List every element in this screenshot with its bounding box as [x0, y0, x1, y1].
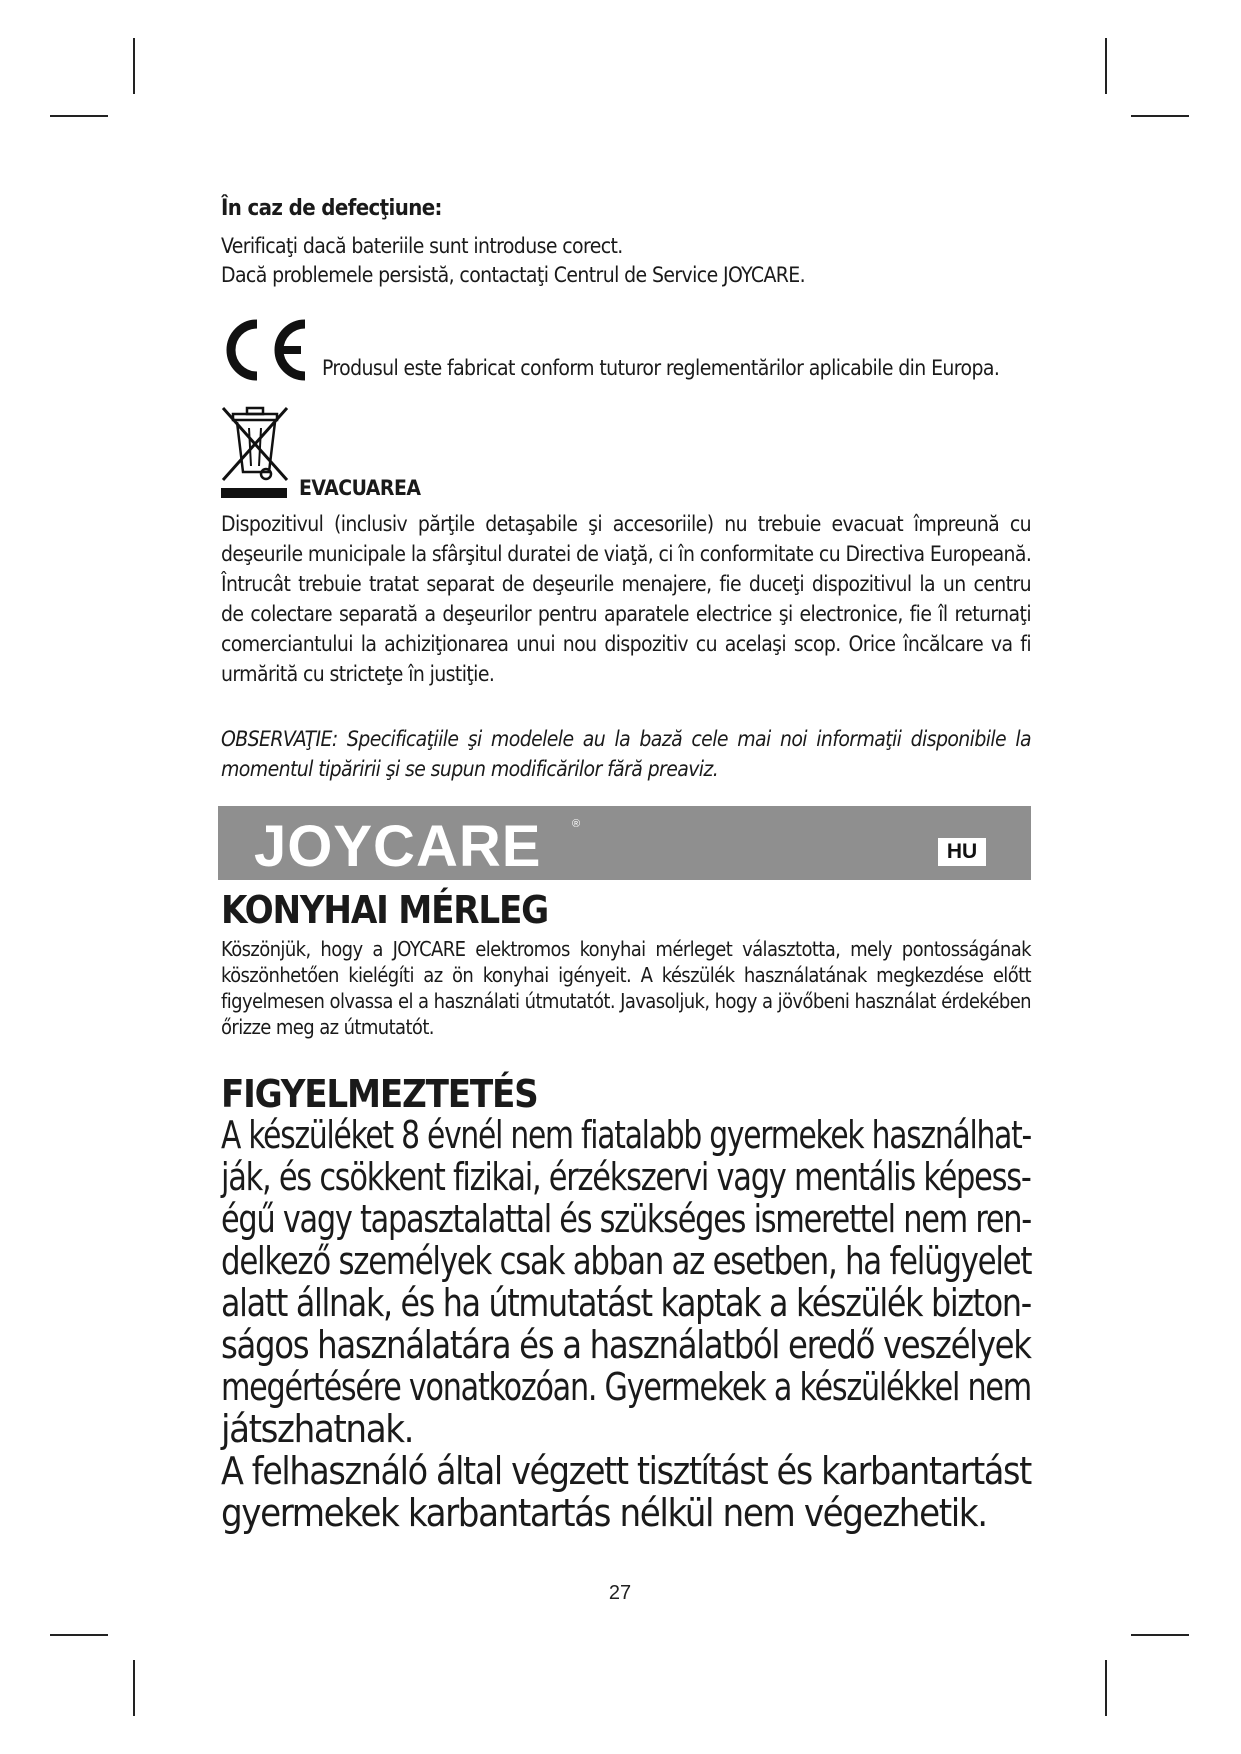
crop-mark-top-left-horizontal [50, 115, 108, 117]
warning-paragraph [221, 1114, 1031, 1534]
disposal-line: Întrucât trebuie tratat separat de deşeurile menajere, fie duceţi dispozitivul la un centru [221, 572, 1031, 596]
disposal-title: EVACUAREA [299, 476, 421, 500]
crop-mark-bottom-left-vertical [133, 1660, 135, 1716]
crop-mark-bottom-right-vertical [1105, 1660, 1107, 1716]
warning-line: A felhasználó által végzett tisztítást és karbantartást [221, 1449, 1031, 1493]
warning-line: delkező személyek csak abban az esetben, ha felügyelet [221, 1239, 1032, 1283]
language-badge: HU [938, 838, 986, 866]
note-line: momentul tipăririi şi se supun modificărilor fără preaviz. [221, 757, 719, 781]
crop-mark-top-right-vertical [1105, 38, 1107, 94]
crop-mark-top-left-vertical [133, 38, 135, 94]
crossed-bin-icon [219, 404, 291, 500]
warning-line: A készüléket 8 évnél nem fiatalabb gyermekek használhat- [221, 1113, 1032, 1157]
page-number: 27 [608, 1582, 632, 1604]
brand-banner [218, 806, 1031, 880]
warning-line: ják, és csökkent fizikai, érzékszervi vagy mentális képess- [221, 1155, 1031, 1199]
defect-section-title: În caz de defecţiune: [221, 196, 442, 221]
warning-line: játszhatnak. [221, 1407, 414, 1451]
crop-mark-bottom-left-horizontal [50, 1634, 108, 1636]
ce-mark-icon [219, 318, 311, 382]
intro-line: figyelmesen olvassa el a használati útmutatót. Javasoljuk, hogy a jövőbeni használat érdekében [221, 989, 1031, 1013]
ce-conformity-text: Produsul este fabricat conform tuturor reglementărilor aplicabile din Europa. [322, 356, 1000, 380]
warning-line: alatt állnak, és ha útmutatást kaptak a készülék bizton- [221, 1281, 1031, 1325]
defect-line-2: Dacă problemele persistă, contactaţi Centrul de Service JOYCARE. [221, 263, 806, 287]
disposal-line: de colectare separată a deşeurilor pentru aparatele electrice şi electronice, fie îl returnaţi [221, 602, 1031, 626]
registered-mark: ® [572, 818, 581, 830]
intro-line: köszönhetően kielégíti az ön konyhai igényeit. A készülék használatának megkezdése előtt [221, 963, 1031, 987]
warning-line: megértésére vonatkozóan. Gyermekek a készülékkel nem [221, 1365, 1031, 1409]
disposal-line: comerciantului la achiziţionarea unui nou dispozitiv cu acelaşi scop. Orice încălcare va fi [221, 632, 1031, 656]
intro-line: Köszönjük, hogy a JOYCARE elektromos konyhai mérleget választotta, mely pontosságának [221, 937, 1031, 961]
note-line: OBSERVAŢIE: Specificaţiile şi modelele au la bază cele mai noi informaţii disponibile la [221, 727, 1031, 751]
intro-paragraph [221, 936, 1031, 1040]
warning-line: ságos használatára és a használatból eredő veszélyek [221, 1323, 1031, 1367]
disposal-line: urmărită cu stricteţe în justiţie. [221, 662, 495, 686]
intro-line: őrizze meg az útmutatót. [221, 1015, 434, 1039]
disposal-paragraph [221, 509, 1031, 689]
disposal-line: deşeurile municipale la sfârşitul duratei de viaţă, ci în conformitate cu Directiva Europeană. [221, 542, 1032, 566]
joycare-logo: JOYCARE [254, 814, 542, 879]
crop-mark-bottom-right-horizontal [1131, 1634, 1189, 1636]
defect-line-1: Verificaţi dacă bateriile sunt introduse corect. [221, 234, 623, 258]
disposal-line: Dispozitivul (inclusiv părţile detaşabile şi accesoriile) nu trebuie evacuat împreună cu [221, 512, 1031, 536]
warning-line: égű vagy tapasztalattal és szükséges ismerettel nem ren- [221, 1197, 1031, 1241]
crop-mark-top-right-horizontal [1131, 115, 1189, 117]
note-paragraph [221, 724, 1031, 784]
warning-line: gyermekek karbantartás nélkül nem végezhetik. [221, 1491, 987, 1535]
product-title: KONYHAI MÉRLEG [221, 888, 548, 932]
warning-title: FIGYELMEZTETÉS [221, 1072, 538, 1116]
